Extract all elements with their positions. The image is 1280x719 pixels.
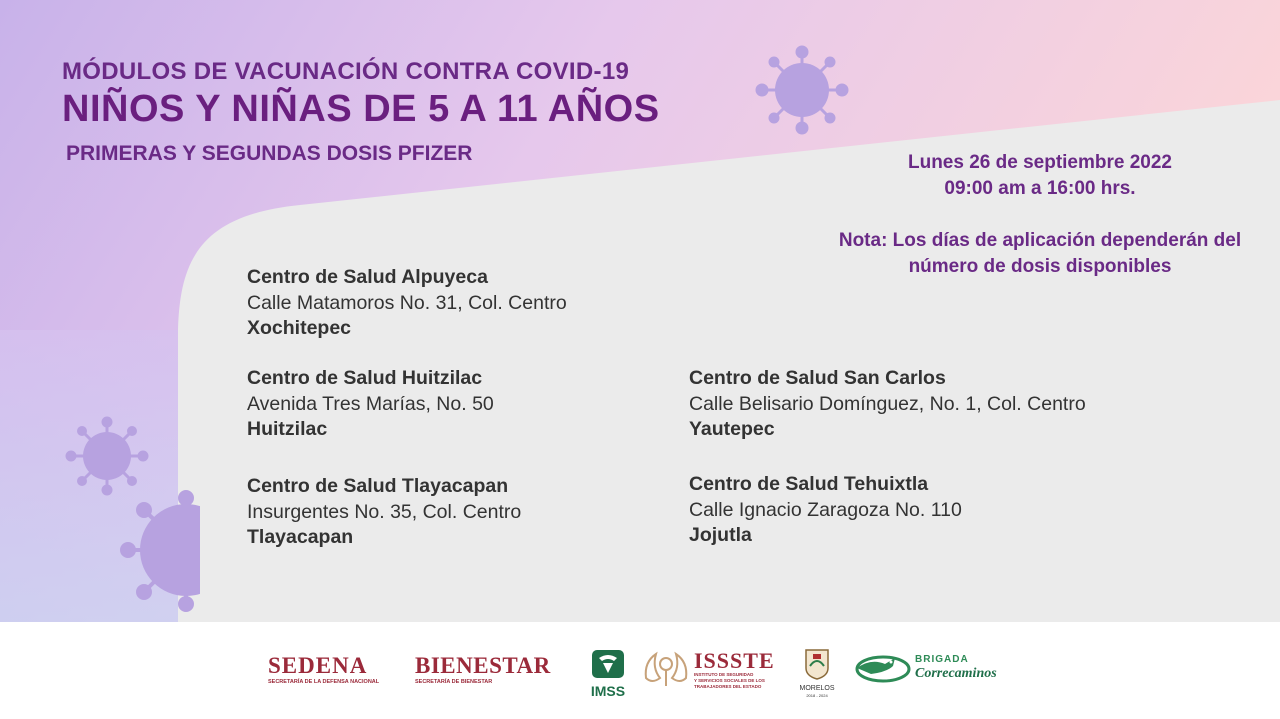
- center-name: Centro de Salud Huitzilac: [247, 367, 483, 389]
- sedena-logo: [268, 654, 379, 686]
- note-line: número de dosis disponibles: [908, 256, 1172, 277]
- schedule-date: Lunes 26 de septiembre 2022: [907, 152, 1172, 173]
- schedule-hours: 09:00 am a 16:00 hrs.: [944, 178, 1136, 199]
- morelos-logo: [797, 648, 837, 698]
- imss-wordmark: IMSS: [590, 683, 626, 699]
- center-address: Calle Matamoros No. 31, Col. Centro: [247, 291, 567, 314]
- center-address: Avenida Tres Marías, No. 50: [247, 392, 494, 415]
- health-center: [247, 366, 494, 443]
- center-address: Insurgentes No. 35, Col. Centro: [247, 500, 522, 523]
- center-name: Centro de Salud Alpuyeca: [247, 266, 488, 288]
- campaign-title: MÓDULOS DE VACUNACIÓN CONTRA COVID-19: [62, 58, 630, 85]
- issste-wordmark: ISSSTE: [694, 648, 775, 673]
- morelos-wordmark: MORELOS: [799, 685, 835, 692]
- center-town: Xochitepec: [247, 317, 352, 339]
- morelos-subtitle: 2018 - 2024: [806, 693, 828, 698]
- issste-subtitle: Y SERVICIOS SOCIALES DE LOS: [694, 678, 765, 683]
- schedule: [860, 150, 1220, 202]
- center-town: Huitzilac: [247, 418, 328, 440]
- bienestar-logo: [415, 654, 551, 686]
- dose-subtitle: PRIMERAS Y SEGUNDAS DOSIS PFIZER: [66, 142, 473, 165]
- center-town: Yautepec: [689, 418, 775, 440]
- center-name: Centro de Salud San Carlos: [689, 367, 946, 389]
- morelos-shield-icon: [804, 648, 830, 680]
- center-name: Centro de Salud Tlayacapan: [247, 475, 509, 497]
- health-center: [247, 474, 521, 551]
- health-center: [689, 366, 1086, 443]
- sedena-subtitle: SECRETARÍA DE LA DEFENSA NACIONAL: [268, 679, 380, 685]
- virus-icon: [752, 44, 852, 136]
- issste-hands-icon: [640, 648, 692, 694]
- roadrunner-icon: [851, 650, 911, 688]
- correcaminos-label: Correcaminos: [915, 666, 997, 681]
- health-center: [689, 472, 962, 549]
- center-address: Calle Belisario Domínguez, No. 1, Col. Centro: [689, 392, 1086, 415]
- virus-icon: [64, 416, 150, 496]
- center-name: Centro de Salud Tehuixtla: [689, 473, 929, 495]
- issste-subtitle: TRABAJADORES DEL ESTADO: [694, 684, 762, 689]
- imss-logo: [588, 649, 628, 698]
- availability-note: [800, 228, 1280, 280]
- bienestar-wordmark: BIENESTAR: [415, 653, 551, 678]
- sedena-wordmark: SEDENA: [268, 653, 368, 678]
- center-town: Tlayacapan: [247, 526, 354, 548]
- center-town: Jojutla: [689, 524, 752, 546]
- brigada-label: BRIGADA: [915, 654, 969, 665]
- footer-logo-bar: [0, 622, 1280, 719]
- target-group-title: NIÑOS Y NIÑAS DE 5 A 11 AÑOS: [62, 88, 660, 130]
- health-center: [247, 265, 567, 342]
- issste-subtitle: INSTITUTO DE SEGURIDAD: [694, 672, 754, 677]
- note-line: Nota: Los días de aplicación dependerán del: [838, 230, 1242, 251]
- imss-eagle-icon: [591, 649, 625, 679]
- center-address: Calle Ignacio Zaragoza No. 110: [689, 498, 962, 521]
- bienestar-subtitle: SECRETARÍA DE BIENESTAR: [415, 679, 493, 685]
- virus-icon: [108, 488, 200, 612]
